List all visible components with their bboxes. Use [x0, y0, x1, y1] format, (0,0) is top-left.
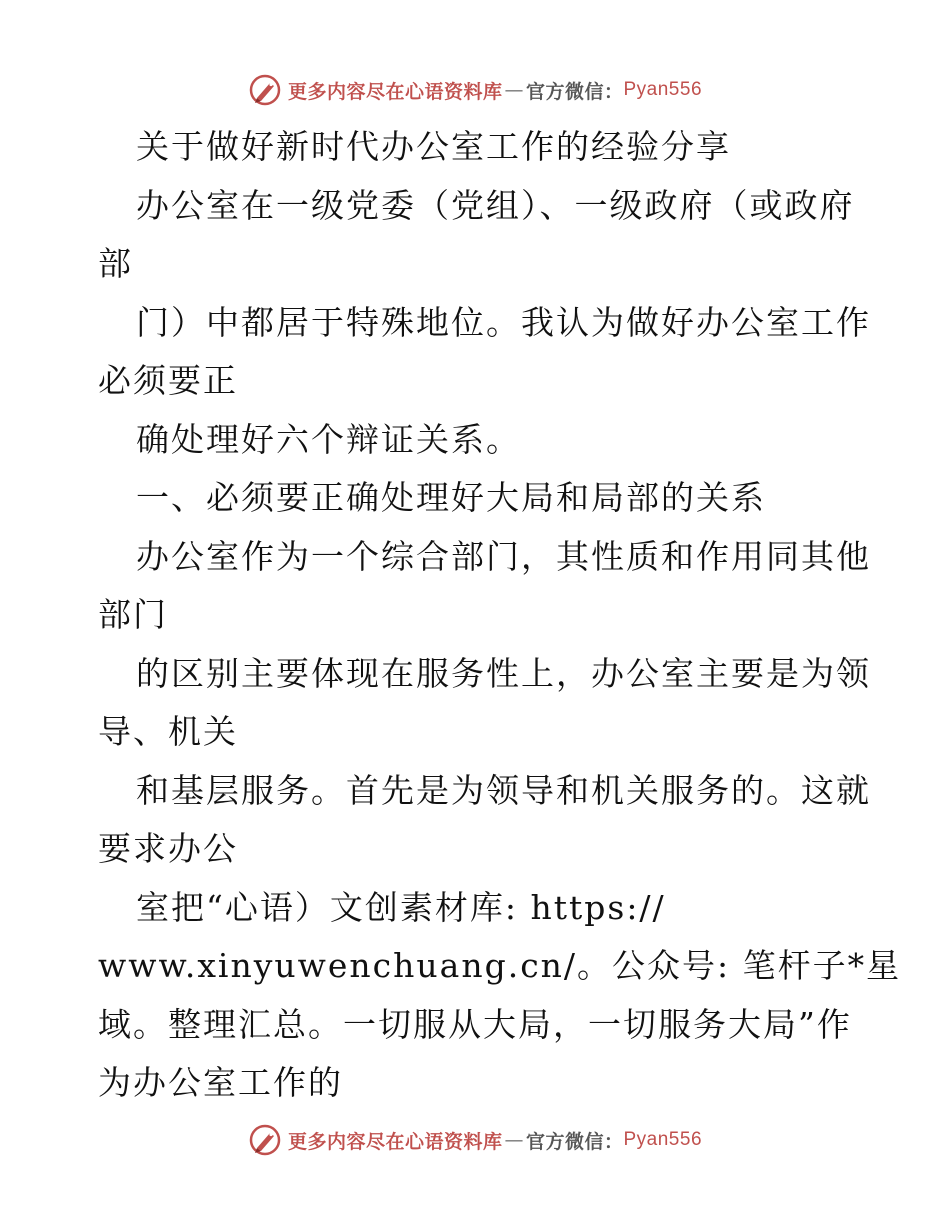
document-title: 关于做好新时代办公室工作的经验分享	[136, 127, 731, 166]
text-line: 的区别主要体现在服务性上，办公室主要是为领	[136, 653, 871, 693]
text-line: 部	[98, 244, 133, 283]
document-body	[98, 118, 902, 1113]
text-line: 为办公室工作的	[98, 1063, 343, 1102]
text-line: 门）中都居于特殊地位。我认为做好办公室工作	[136, 302, 871, 342]
banner-wechat-id: Pyan556	[623, 79, 703, 100]
banner-separator: —	[504, 79, 524, 101]
footer-banner	[0, 1120, 950, 1160]
banner-main-text: 更多内容尽在心语资料库	[287, 1130, 503, 1153]
banner-wechat-id: Pyan556	[623, 1129, 703, 1150]
pen-logo-icon	[248, 1123, 282, 1157]
banner-separator: —	[504, 1129, 524, 1151]
text-line: 室把“心语）文创素材库: https://	[136, 887, 666, 927]
text-line: 导、机关	[98, 712, 238, 751]
text-line: 办公室作为一个综合部门，其性质和作用同其他	[136, 536, 871, 576]
text-line: 部门	[98, 595, 168, 634]
header-banner	[0, 70, 950, 110]
text-line: 和基层服务。首先是为领导和机关服务的。这就	[136, 770, 871, 810]
text-line: www.xinyuwenchuang.cn/。公众号: 笔杆子*星	[98, 946, 902, 985]
banner-main-text: 更多内容尽在心语资料库	[287, 80, 503, 103]
text-line: 办公室在一级党委（党组）、一级政府（或政府	[136, 185, 855, 225]
pen-logo-icon	[248, 73, 282, 107]
text-line: 要求办公	[98, 829, 238, 868]
text-line: 域。整理汇总。一切服从大局，一切服务大局”作	[98, 1004, 852, 1044]
banner-wechat-label: 官方微信：	[525, 1130, 624, 1153]
text-line: 必须要正	[98, 361, 238, 400]
text-line: 确处理好六个辩证关系。	[136, 419, 521, 459]
section-heading: 一、必须要正确处理好大局和局部的关系	[136, 478, 766, 517]
banner-wechat-label: 官方微信：	[525, 80, 624, 103]
